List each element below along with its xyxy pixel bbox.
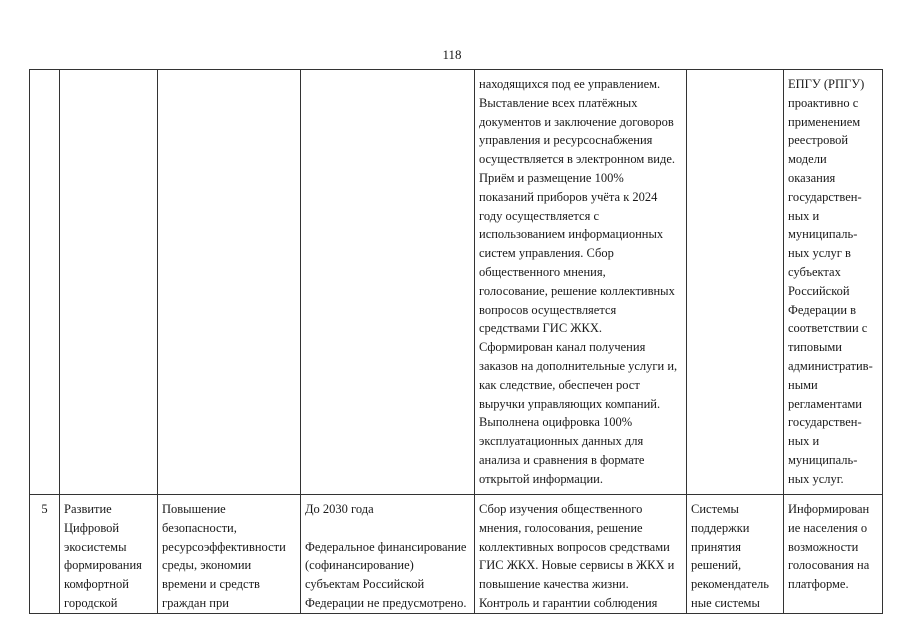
cell-technology: Системы поддержки принятия решений, рекомендатель ные системы — [687, 495, 784, 614]
table-row — [30, 70, 883, 495]
row-number-cell — [30, 70, 60, 495]
row-number-cell: 5 — [30, 495, 60, 614]
cell-result: находящихся под ее управлением. Выставление всех платёжных документов и заключение договоров управления и ресурсоснабжения осуществляется в электронном виде. Приём и размещение 100% показаний приборов учёта к 2024 году осуществляется с использованием информационных систем управления. Сбор общественного мнения, голосование, решение коллективных вопросов осуществляется средствами ГИС ЖКХ. Сформирован канал получения заказов на дополнительные услуги и, как следствие, обеспечен рост выручки управляющих компаний. Выполнена оцифровка 100% эксплуатационных данных для анализа и сравнения в формате открытой информации. — [475, 70, 687, 495]
cell-goal — [158, 70, 301, 495]
cell-goal: Повышение безопасности, ресурсоэффективности среды, экономии времени и средств граждан при — [158, 495, 301, 614]
page-number: 118 — [442, 47, 462, 62]
measures-table — [29, 69, 883, 614]
cell-technology — [687, 70, 784, 495]
cell-term-financing — [301, 70, 475, 495]
cell-effect: ЕПГУ (РПГУ) проактивно с применением реестровой модели оказания государствен- ных и муниципаль- ных услуг в субъектах Российской Федерации в соответствии с типовыми административ- ными регламентами государствен- ных и муниципаль- ных услуг. — [784, 70, 883, 495]
cell-result: Сбор изучения общественного мнения, голосования, решение коллективных вопросов средствами ГИС ЖКХ. Новые сервисы в ЖКХ и повышение качества жизни. Контроль и гарантии соблюдения — [475, 495, 687, 614]
cell-effect: Информирован ие населения о возможности голосования на платформе. — [784, 495, 883, 614]
cell-name: Развитие Цифровой экосистемы формирования комфортной городской — [60, 495, 158, 614]
cell-term-financing: До 2030 года Федеральное финансирование (софинансирование) субъектам Российской Федерации не предусмотрено. — [301, 495, 475, 614]
table-row — [30, 495, 883, 614]
cell-name — [60, 70, 158, 495]
